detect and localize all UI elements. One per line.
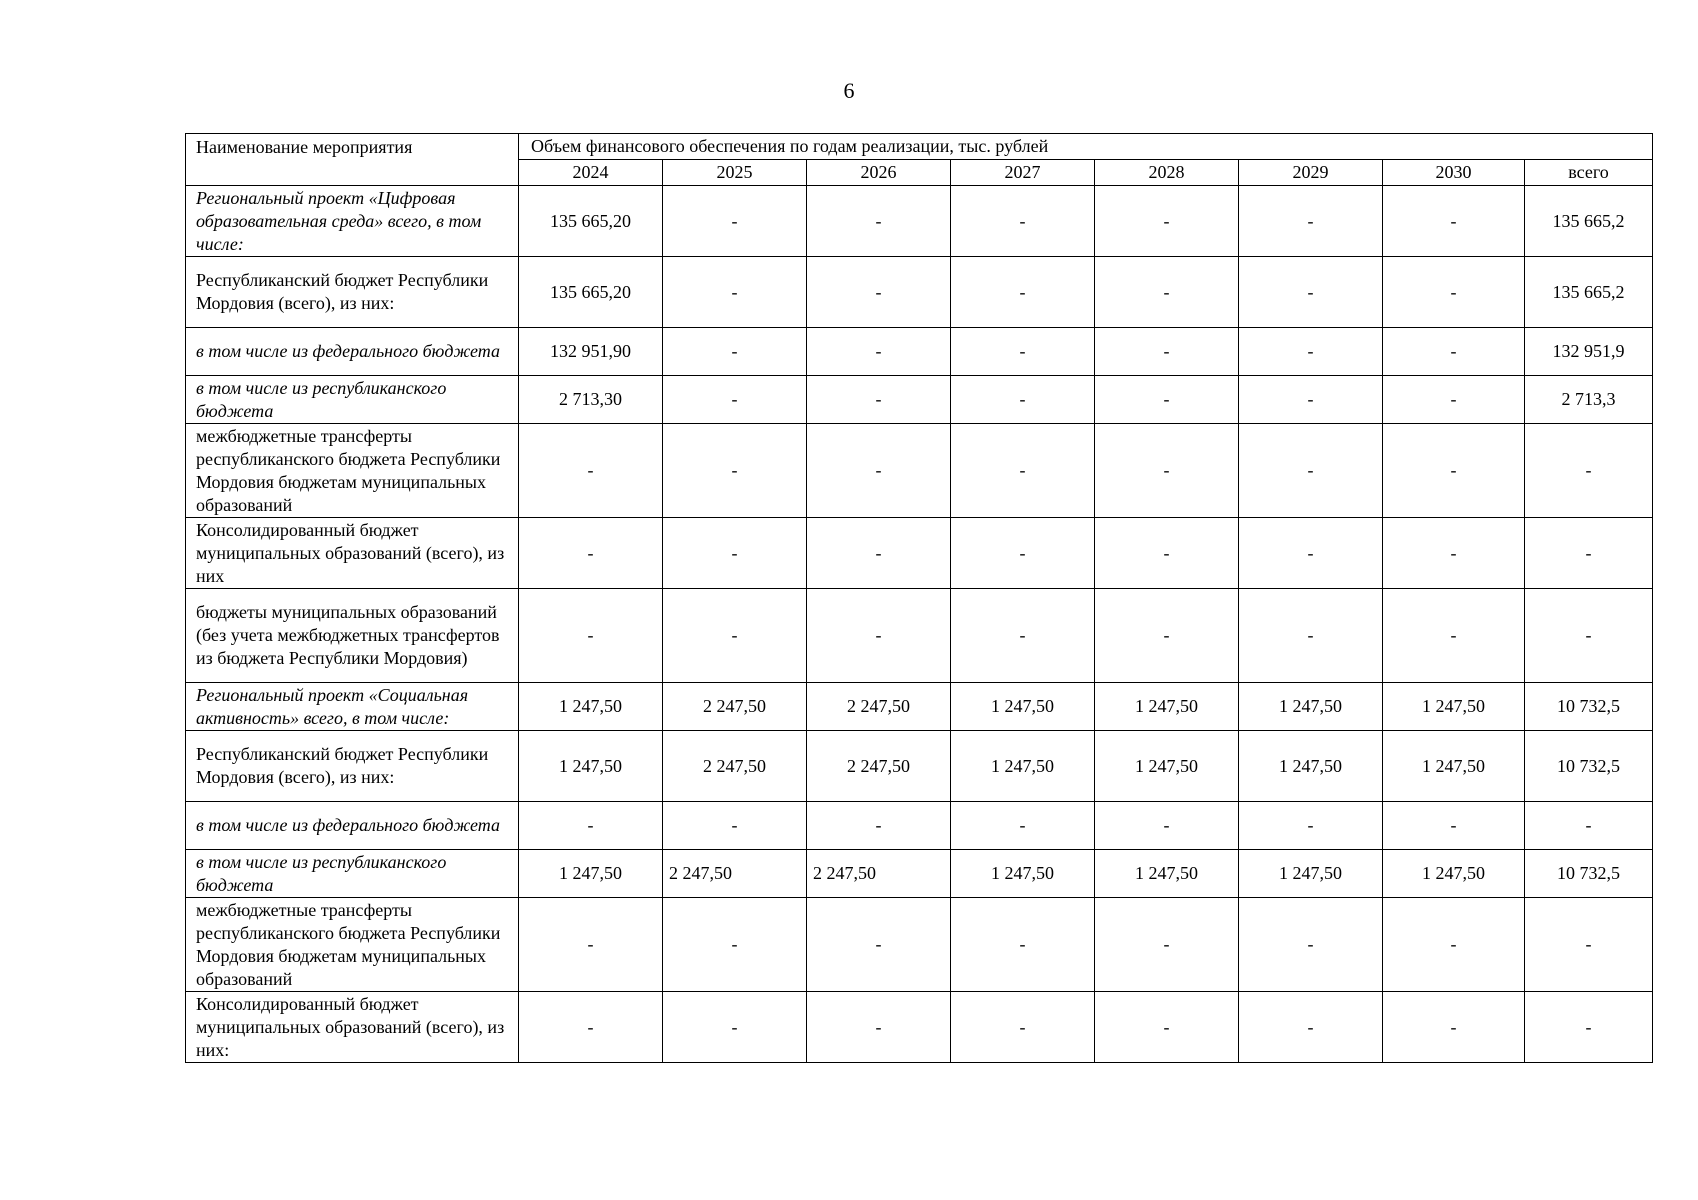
value-cell: -	[951, 424, 1095, 518]
row-name: межбюджетные трансферты республиканского бюджета Республики Мордовия бюджетам муниципальных образований	[186, 424, 519, 518]
value-cell: -	[1095, 424, 1239, 518]
value-cell: -	[1525, 424, 1653, 518]
table-row	[186, 257, 1653, 328]
value-cell: -	[807, 186, 951, 257]
table-row	[186, 731, 1653, 802]
table-row	[186, 518, 1653, 589]
value-cell: -	[1383, 802, 1525, 850]
value-cell: -	[663, 518, 807, 589]
year-header: 2025	[663, 160, 807, 186]
value-cell: 1 247,50	[1239, 683, 1383, 731]
value-cell: -	[1525, 518, 1653, 589]
value-cell: -	[1239, 992, 1383, 1063]
value-cell: -	[1095, 992, 1239, 1063]
value-cell: 1 247,50	[519, 731, 663, 802]
value-cell: -	[807, 518, 951, 589]
value-cell: -	[1095, 376, 1239, 424]
value-cell: -	[807, 257, 951, 328]
value-cell: -	[1525, 589, 1653, 683]
value-cell: -	[1095, 328, 1239, 376]
value-cell: -	[1383, 376, 1525, 424]
value-cell: 132 951,90	[519, 328, 663, 376]
value-cell: 2 713,3	[1525, 376, 1653, 424]
value-cell: -	[807, 376, 951, 424]
row-name: Региональный проект «Социальная активность» всего, в том числе:	[186, 683, 519, 731]
value-cell: -	[1239, 376, 1383, 424]
value-cell: -	[1383, 589, 1525, 683]
value-cell: -	[951, 518, 1095, 589]
value-cell: -	[1095, 802, 1239, 850]
value-cell: 2 247,50	[663, 731, 807, 802]
value-cell: -	[951, 898, 1095, 992]
value-cell: -	[807, 802, 951, 850]
year-header: 2030	[1383, 160, 1525, 186]
value-cell: 132 951,9	[1525, 328, 1653, 376]
value-cell: 2 247,50	[807, 850, 951, 898]
row-name: в том числе из федерального бюджета	[186, 802, 519, 850]
value-cell: -	[1383, 257, 1525, 328]
value-cell: -	[519, 424, 663, 518]
row-name: межбюджетные трансферты республиканского бюджета Республики Мордовия бюджетам муниципальных образований	[186, 898, 519, 992]
financing-table	[185, 133, 1653, 1063]
value-cell: -	[519, 589, 663, 683]
row-name: в том числе из республиканского бюджета	[186, 376, 519, 424]
value-cell: 135 665,2	[1525, 186, 1653, 257]
value-cell: 1 247,50	[1383, 683, 1525, 731]
value-cell: 1 247,50	[1095, 850, 1239, 898]
value-cell: -	[1239, 257, 1383, 328]
value-cell: 2 247,50	[807, 683, 951, 731]
value-cell: -	[663, 802, 807, 850]
value-cell: -	[1095, 186, 1239, 257]
row-name: Региональный проект «Цифровая образовательная среда» всего, в том числе:	[186, 186, 519, 257]
table-row	[186, 850, 1653, 898]
value-cell: -	[1239, 802, 1383, 850]
page-number: 6	[843, 78, 855, 103]
year-header: всего	[1525, 160, 1653, 186]
table-row	[186, 589, 1653, 683]
value-cell: -	[519, 898, 663, 992]
value-cell: -	[951, 376, 1095, 424]
value-cell: -	[1239, 186, 1383, 257]
row-name: бюджеты муниципальных образований (без учета межбюджетных трансфертов из бюджета Республики Мордовия)	[186, 589, 519, 683]
value-cell: -	[1095, 257, 1239, 328]
value-cell: -	[951, 186, 1095, 257]
value-cell: 1 247,50	[951, 731, 1095, 802]
value-cell: 2 247,50	[663, 683, 807, 731]
value-cell: -	[951, 257, 1095, 328]
table-row	[186, 683, 1653, 731]
value-cell: -	[663, 186, 807, 257]
value-cell: -	[663, 257, 807, 328]
value-cell: -	[519, 992, 663, 1063]
table-row	[186, 186, 1653, 257]
value-cell: 135 665,20	[519, 186, 663, 257]
value-cell: -	[1239, 424, 1383, 518]
value-cell: -	[663, 424, 807, 518]
year-header: 2026	[807, 160, 951, 186]
value-cell: -	[1383, 992, 1525, 1063]
value-cell: -	[519, 802, 663, 850]
value-cell: 1 247,50	[1095, 731, 1239, 802]
value-cell: -	[1383, 328, 1525, 376]
value-cell: -	[1525, 802, 1653, 850]
value-cell: -	[807, 424, 951, 518]
value-cell: 1 247,50	[1239, 731, 1383, 802]
value-cell: -	[1383, 186, 1525, 257]
table-row	[186, 802, 1653, 850]
value-cell: 2 247,50	[807, 731, 951, 802]
value-cell: 2 247,50	[663, 850, 807, 898]
row-name: в том числе из республиканского бюджета	[186, 850, 519, 898]
value-cell: 10 732,5	[1525, 850, 1653, 898]
value-cell: 1 247,50	[1095, 683, 1239, 731]
value-cell: -	[951, 328, 1095, 376]
group-header: Объем финансового обеспечения по годам реализации, тыс. рублей	[519, 134, 1653, 160]
value-cell: -	[1095, 589, 1239, 683]
row-name: Консолидированный бюджет муниципальных образований (всего), из них	[186, 518, 519, 589]
value-cell: -	[807, 992, 951, 1063]
value-cell: -	[1383, 898, 1525, 992]
value-cell: 1 247,50	[1383, 731, 1525, 802]
value-cell: -	[519, 518, 663, 589]
value-cell: -	[1239, 518, 1383, 589]
value-cell: 10 732,5	[1525, 683, 1653, 731]
value-cell: 1 247,50	[1383, 850, 1525, 898]
table-row	[186, 424, 1653, 518]
value-cell: -	[1383, 424, 1525, 518]
value-cell: -	[663, 898, 807, 992]
value-cell: -	[663, 589, 807, 683]
year-header: 2029	[1239, 160, 1383, 186]
value-cell: 135 665,20	[519, 257, 663, 328]
row-name: Республиканский бюджет Республики Мордовия (всего), из них:	[186, 257, 519, 328]
value-cell: -	[807, 328, 951, 376]
year-header: 2027	[951, 160, 1095, 186]
value-cell: 1 247,50	[519, 850, 663, 898]
value-cell: -	[1525, 898, 1653, 992]
value-cell: -	[951, 802, 1095, 850]
table-row	[186, 898, 1653, 992]
table-row	[186, 328, 1653, 376]
value-cell: 1 247,50	[951, 850, 1095, 898]
table-row	[186, 376, 1653, 424]
value-cell: 2 713,30	[519, 376, 663, 424]
value-cell: -	[1095, 898, 1239, 992]
col-name-header: Наименование мероприятия	[186, 134, 519, 186]
value-cell: -	[807, 589, 951, 683]
table-body	[186, 134, 1653, 1063]
value-cell: -	[1383, 518, 1525, 589]
value-cell: 1 247,50	[519, 683, 663, 731]
year-header: 2024	[519, 160, 663, 186]
table-row	[186, 992, 1653, 1063]
value-cell: -	[1525, 992, 1653, 1063]
value-cell: -	[1095, 518, 1239, 589]
value-cell: -	[1239, 328, 1383, 376]
value-cell: 1 247,50	[1239, 850, 1383, 898]
value-cell: -	[951, 992, 1095, 1063]
value-cell: -	[1239, 898, 1383, 992]
value-cell: 10 732,5	[1525, 731, 1653, 802]
row-name: Консолидированный бюджет муниципальных образований (всего), из них:	[186, 992, 519, 1063]
header-row	[186, 134, 1653, 160]
value-cell: -	[807, 898, 951, 992]
row-name: Республиканский бюджет Республики Мордовия (всего), из них:	[186, 731, 519, 802]
value-cell: 1 247,50	[951, 683, 1095, 731]
row-name: в том числе из федерального бюджета	[186, 328, 519, 376]
value-cell: -	[663, 992, 807, 1063]
value-cell: -	[663, 376, 807, 424]
value-cell: -	[1239, 589, 1383, 683]
value-cell: -	[951, 589, 1095, 683]
value-cell: -	[663, 328, 807, 376]
value-cell: 135 665,2	[1525, 257, 1653, 328]
year-header: 2028	[1095, 160, 1239, 186]
